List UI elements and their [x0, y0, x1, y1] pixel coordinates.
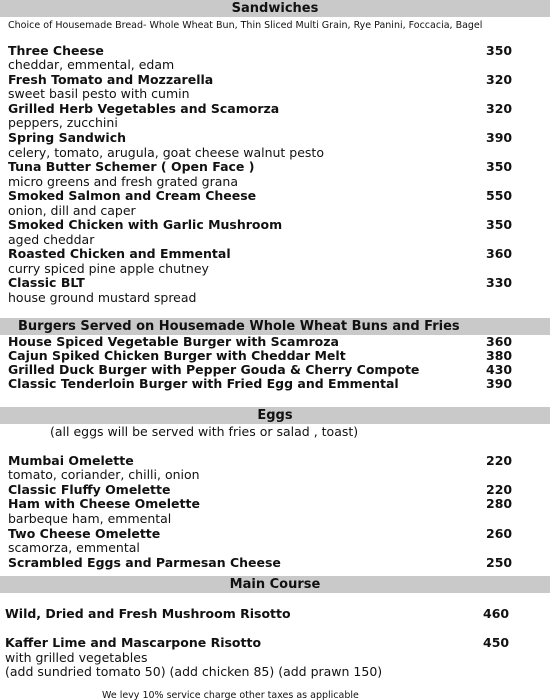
item-name: Mumbai Omelette — [8, 453, 134, 468]
item-price: 390 — [486, 130, 513, 145]
item-name: Two Cheese Omelette — [8, 526, 161, 541]
footer-note: We levy 10% service charge other taxes as applicable — [102, 690, 359, 700]
item-name: Smoked Salmon and Cream Cheese — [8, 188, 257, 203]
item-price: 450 — [483, 635, 510, 650]
item-name: Classic Fluffy Omelette — [8, 482, 171, 497]
item-price: 350 — [486, 217, 513, 232]
item-price: 260 — [486, 526, 513, 541]
item-desc: barbeque ham, emmental — [8, 511, 172, 526]
item-name: Roasted Chicken and Emmental — [8, 246, 231, 261]
item-name: Ham with Cheese Omelette — [8, 496, 200, 511]
item-price: 250 — [486, 555, 513, 570]
item-price: 330 — [486, 275, 513, 290]
item-name: Classic Tenderloin Burger with Fried Egg and Emmental — [8, 376, 399, 391]
item-price: 460 — [483, 606, 510, 621]
item-name: Grilled Duck Burger with Pepper Gouda & Cherry Compote — [8, 362, 420, 377]
eggs-note: (all eggs will be served with fries or salad , toast) — [50, 424, 359, 439]
item-price: 360 — [486, 334, 513, 349]
item-price: 380 — [486, 348, 513, 363]
item-name: Smoked Chicken with Garlic Mushroom — [8, 217, 283, 232]
item-addons: (add sundried tomato 50) (add chicken 85) (add prawn 150) — [5, 664, 383, 679]
item-price: 350 — [486, 43, 513, 58]
item-desc: onion, dill and caper — [8, 203, 136, 218]
section-title: Sandwiches — [231, 1, 319, 16]
item-desc: with grilled vegetables — [5, 650, 148, 665]
section-header-main-course — [0, 576, 550, 593]
item-name: Wild, Dried and Fresh Mushroom Risotto — [5, 606, 291, 621]
section-header-sandwiches — [0, 0, 550, 17]
item-name: Tuna Butter Schemer ( Open Face ) — [8, 159, 255, 174]
item-desc: aged cheddar — [8, 232, 95, 247]
section-title: Burgers Served on Housemade Whole Wheat Buns and Fries — [18, 319, 460, 334]
item-price: 350 — [486, 159, 513, 174]
item-desc: micro greens and fresh grated grana — [8, 174, 238, 189]
section-title: Eggs — [257, 408, 293, 423]
item-desc: tomato, coriander, chilli, onion — [8, 467, 200, 482]
item-price: 430 — [486, 362, 513, 377]
item-price: 550 — [486, 188, 513, 203]
item-price: 280 — [486, 496, 513, 511]
item-desc: curry spiced pine apple chutney — [8, 261, 209, 276]
bread-note: Choice of Housemade Bread- Whole Wheat Bun, Thin Sliced Multi Grain, Rye Panini, Foccacia, Bagel — [8, 20, 483, 31]
item-desc: sweet basil pesto with cumin — [8, 86, 190, 101]
item-price: 320 — [486, 72, 513, 87]
item-desc: celery, tomato, arugula, goat cheese walnut pesto — [8, 145, 324, 160]
item-desc: peppers, zucchini — [8, 115, 118, 130]
item-price: 220 — [486, 482, 513, 497]
item-price: 220 — [486, 453, 513, 468]
section-header-burgers — [0, 318, 550, 335]
section-header-eggs — [0, 407, 550, 424]
item-name: Fresh Tomato and Mozzarella — [8, 72, 214, 87]
item-desc: cheddar, emmental, edam — [8, 57, 175, 72]
item-name: Cajun Spiked Chicken Burger with Cheddar Melt — [8, 348, 346, 363]
item-name: Spring Sandwich — [8, 130, 127, 145]
item-desc: scamorza, emmental — [8, 540, 140, 555]
item-price: 360 — [486, 246, 513, 261]
item-price: 390 — [486, 376, 513, 391]
item-price: 320 — [486, 101, 513, 116]
item-desc: house ground mustard spread — [8, 290, 197, 305]
item-name: Classic BLT — [8, 275, 85, 290]
item-name: Grilled Herb Vegetables and Scamorza — [8, 101, 280, 116]
item-name: Scrambled Eggs and Parmesan Cheese — [8, 555, 281, 570]
item-name: House Spiced Vegetable Burger with Scamroza — [8, 334, 339, 349]
item-name: Kaffer Lime and Mascarpone Risotto — [5, 635, 262, 650]
section-title: Main Course — [229, 577, 321, 592]
item-name: Three Cheese — [8, 43, 104, 58]
